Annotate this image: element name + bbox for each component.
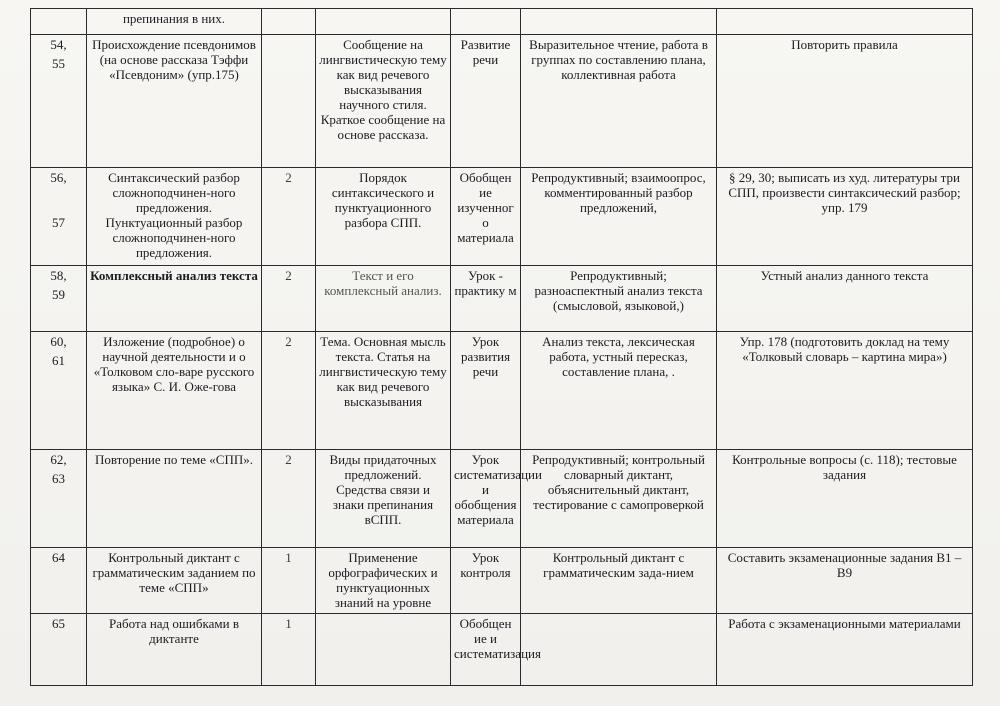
lesson-number: 64 — [31, 548, 87, 614]
lesson-content: Тема. Основная мысль текста. Статья на лингвистическую тему как вид речевого высказывания — [316, 332, 451, 450]
lesson-homework: Работа с экзаменационными материалами — [717, 614, 973, 686]
lesson-content: Сообщение на лингвистическую тему как вид речевого высказывания научного стиля. Краткое сообщение на основе рассказа. — [316, 35, 451, 168]
lesson-content — [316, 614, 451, 686]
lesson-hours: 1 — [262, 548, 316, 614]
lesson-activity — [521, 9, 717, 35]
lesson-homework: Устный анализ данного текста — [717, 266, 973, 332]
lesson-topic: Повторение по теме «СПП». — [87, 450, 262, 548]
lesson-number: 56, 57 — [31, 168, 87, 266]
lesson-homework: § 29, 30; выписать из худ. литературы три СПП, произвести синтаксический разбор; упр. 179 — [717, 168, 973, 266]
lesson-homework — [717, 9, 973, 35]
lesson-topic: Комплексный анализ текста — [87, 266, 262, 332]
lesson-type: Обобщен ие и систематизация — [451, 614, 521, 686]
lesson-topic: Синтаксический разбор сложноподчинен-ного предложения. Пунктуационный разбор сложноподчинен-ного предложения. — [87, 168, 262, 266]
lesson-number: 65 — [31, 614, 87, 686]
lesson-number: 58, 59 — [31, 266, 87, 332]
lesson-type: Урок систематизации и обобщения материала — [451, 450, 521, 548]
lesson-homework: Повторить правила — [717, 35, 973, 168]
lesson-activity: Выразительное чтение, работа в группах по составлению плана, коллективная работа — [521, 35, 717, 168]
table-row — [31, 35, 973, 168]
lesson-topic: Изложение (подробное) о научной деятельности и о «Толковом сло-варе русского языка» С. И. Оже-гова — [87, 332, 262, 450]
lesson-activity: Репродуктивный; контрольный словарный диктант, объяснительный диктант, тестирование с самопроверкой — [521, 450, 717, 548]
lesson-hours — [262, 35, 316, 168]
lesson-content: Порядок синтаксического и пунктуационного разбора СПП. — [316, 168, 451, 266]
table-row — [31, 614, 973, 686]
lesson-content: Виды придаточных предложений. Средства связи и знаки препинания вСПП. — [316, 450, 451, 548]
lesson-type: Урок - практику м — [451, 266, 521, 332]
table-row — [31, 548, 973, 614]
lesson-hours — [262, 9, 316, 35]
lesson-type: Урок контроля — [451, 548, 521, 614]
lesson-hours: 2 — [262, 266, 316, 332]
lesson-number: 54, 55 — [31, 35, 87, 168]
table-row — [31, 266, 973, 332]
lesson-number — [31, 9, 87, 35]
lesson-activity: Анализ текста, лексическая работа, устный пересказ, составление плана, . — [521, 332, 717, 450]
lesson-activity: Репродуктивный; взаимоопрос, комментированный разбор предложений, — [521, 168, 717, 266]
lesson-hours: 2 — [262, 332, 316, 450]
lesson-type — [451, 9, 521, 35]
lesson-content: Текст и его комплексный анализ. — [316, 266, 451, 332]
lesson-topic: Работа над ошибками в диктанте — [87, 614, 262, 686]
lesson-number: 62, 63 — [31, 450, 87, 548]
lesson-plan-table — [30, 8, 973, 686]
table-row — [31, 332, 973, 450]
lesson-activity — [521, 614, 717, 686]
lesson-activity: Контрольный диктант с грамматическим зада-нием — [521, 548, 717, 614]
table-row — [31, 450, 973, 548]
table-row — [31, 9, 973, 35]
lesson-type: Урок развития речи — [451, 332, 521, 450]
lesson-activity: Репродуктивный; разноаспектный анализ текста (смысловой, языковой,) — [521, 266, 717, 332]
table-row — [31, 168, 973, 266]
lesson-topic: препинания в них. — [87, 9, 262, 35]
lesson-number: 60, 61 — [31, 332, 87, 450]
lesson-topic: Происхождение псевдонимов (на основе рассказа Тэффи «Псевдоним» (упр.175) — [87, 35, 262, 168]
lesson-hours: 2 — [262, 168, 316, 266]
lesson-topic: Контрольный диктант с грамматическим заданием по теме «СПП» — [87, 548, 262, 614]
lesson-hours: 1 — [262, 614, 316, 686]
lesson-homework: Контрольные вопросы (с. 118); тестовые задания — [717, 450, 973, 548]
lesson-content — [316, 9, 451, 35]
lesson-type: Обобщен ие изученног о материала — [451, 168, 521, 266]
lesson-homework: Составить экзаменационные задания В1 – В9 — [717, 548, 973, 614]
lesson-homework: Упр. 178 (подготовить доклад на тему «Толковый словарь – картина мира») — [717, 332, 973, 450]
lesson-content: Применение орфографических и пунктуационных знаний на уровне — [316, 548, 451, 614]
lesson-hours: 2 — [262, 450, 316, 548]
lesson-type: Развитие речи — [451, 35, 521, 168]
